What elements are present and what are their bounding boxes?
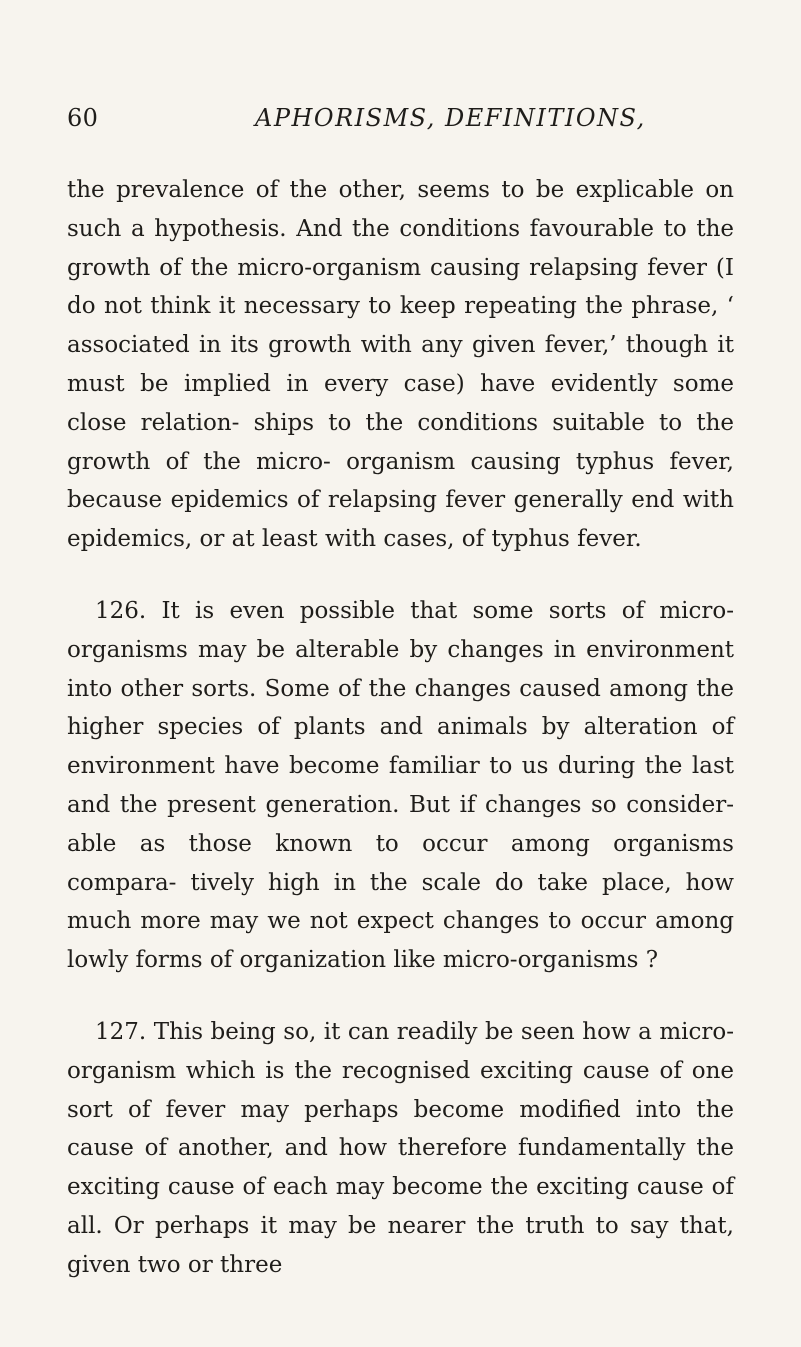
page-header	[0, 104, 801, 144]
page-number: 60	[67, 104, 99, 132]
running-head: APHORISMS, DEFINITIONS,	[255, 104, 646, 132]
body-text	[67, 171, 734, 1285]
paragraph-continuation: the prevalence of the other, seems to be explicable on such a hypothesis. And the conditions favourable to the growth of the micro-organism causing relapsing fever (I do not think it necessary to keep repeating the phrase, ‘ associated in its growth with any given fever,’ though it must be implied in every case) have evidently some close relation- ships to the conditions suitable to the growth of the micro- organism causing typhus fever, because epidemics of relapsing fever generally end with epidemics, or at least with cases, of typhus fever.	[67, 177, 734, 553]
paragraph-126: 126. It is even possible that some sorts of micro- organisms may be alterable by changes in environment into other sorts. Some of the changes caused among the higher species of plants and animals by alteration of environment have become familiar to us during the last and the present generation. But if changes so consider- able as those known to occur among organisms compara- tively high in the scale do take place, how much more may we not expect changes to occur among lowly forms of organization like micro-organisms ?	[67, 597, 734, 974]
paragraph-127: 127. This being so, it can readily be seen how a micro- organism which is the recognised exciting cause of one sort of fever may perhaps become modified into the cause of another, and how therefore fundamentally the exciting cause of each may become the exciting cause of all. Or perhaps it may be nearer the truth to say that, given two or three	[67, 1018, 734, 1278]
